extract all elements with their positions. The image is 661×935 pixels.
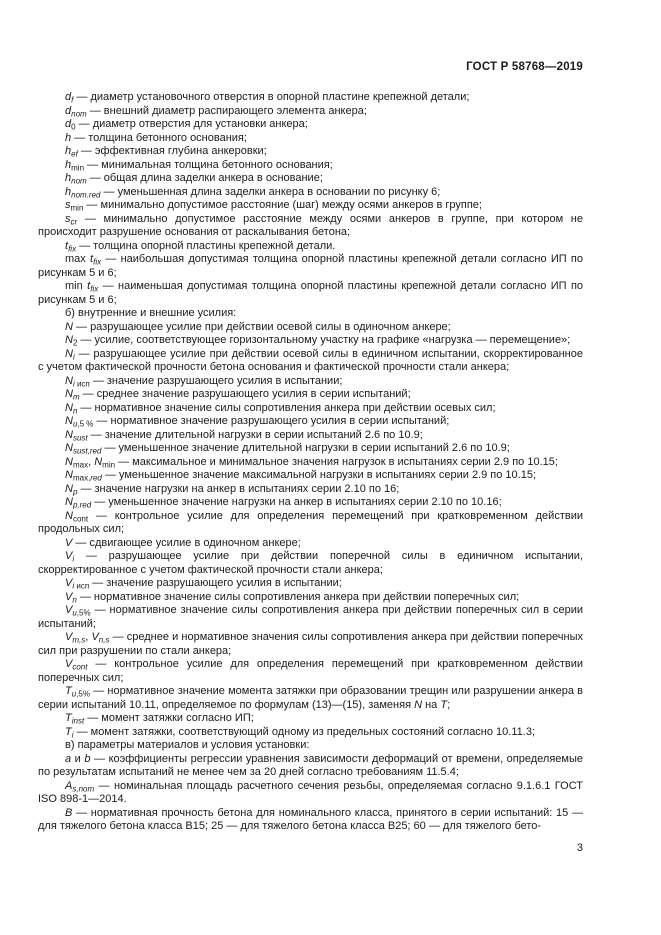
subscript-text: red bbox=[90, 473, 102, 483]
definition-paragraph bbox=[38, 132, 583, 146]
subscript-text: исп bbox=[74, 379, 90, 388]
text-run: — толщина опорной пластины крепежной детали. bbox=[76, 239, 336, 252]
subscript-text: m,s bbox=[72, 635, 86, 645]
subscript-text: u bbox=[71, 689, 77, 699]
subscript-text: i bbox=[72, 581, 75, 591]
subscript-text: ,5% bbox=[76, 689, 90, 699]
subscript-text: s,nom bbox=[72, 784, 95, 793]
text-run: в) параметры материалов и условия установки: bbox=[65, 739, 310, 751]
subscript-text: u bbox=[72, 608, 77, 618]
text-run: V bbox=[65, 631, 73, 643]
text-run: min bbox=[65, 280, 88, 292]
text-run: — диаметр отверстия для установки анкера; bbox=[75, 118, 308, 130]
page-number: 3 bbox=[576, 842, 583, 854]
definition-paragraph bbox=[38, 334, 583, 348]
text-run: — уменьшенная длина заделки анкера в основании по рисунку 6; bbox=[100, 185, 441, 198]
subscript-text: исп bbox=[74, 581, 90, 591]
text-run: T bbox=[65, 685, 72, 697]
text-run: — уменьшенное значение нагрузки на анкер в испытаниях серии 2.10 по 10.16; bbox=[91, 496, 502, 508]
text-run: N bbox=[65, 496, 73, 508]
subscript-text: 2 bbox=[72, 338, 78, 348]
text-run: N bbox=[65, 428, 73, 441]
definition-paragraph bbox=[38, 388, 583, 402]
text-run: b bbox=[84, 752, 91, 765]
text-run: V bbox=[91, 631, 99, 643]
text-run: V bbox=[65, 536, 73, 549]
definition-paragraph bbox=[38, 483, 583, 497]
text-run: — диаметр установочного отверстия в опорной пластине крепежной детали; bbox=[73, 91, 470, 103]
definition-paragraph bbox=[38, 321, 583, 335]
definition-paragraph bbox=[38, 253, 583, 280]
text-run: d bbox=[65, 104, 72, 117]
subscript-text: max, bbox=[72, 473, 91, 483]
text-run: N bbox=[65, 442, 73, 454]
text-run: — эффективная глубина анкеровки; bbox=[77, 145, 267, 157]
text-run: — нормативное значение силы сопротивления анкера при действии поперечных сил в серии испытаний; bbox=[38, 604, 583, 630]
subscript-text: p,red bbox=[72, 500, 92, 510]
definition-paragraph bbox=[38, 456, 583, 470]
text-run: V bbox=[65, 604, 73, 616]
definition-paragraph bbox=[38, 726, 583, 740]
text-run: — значение разрушающего усилия в испытании; bbox=[89, 374, 343, 387]
text-run: — нормативная прочность бетона для номинального класса, принятого в серии испытаний: 15 — для тяжелого бетона класса В15; 25 — для тяжелого бетона класса В25; 60 — для тяжелого бето- bbox=[38, 806, 583, 832]
definition-paragraph bbox=[38, 91, 583, 105]
text-run: V bbox=[65, 550, 73, 562]
text-run: — контрольное усилие для определения перемещений при кратковременном действии продольных сил; bbox=[38, 509, 583, 535]
text-run: — общая длина заделки анкера в основание; bbox=[86, 172, 323, 184]
text-run: N bbox=[65, 334, 73, 346]
definition-paragraph bbox=[38, 348, 583, 375]
text-run: — нормативное значение силы сопротивления анкера при действии поперечных сил; bbox=[76, 590, 520, 603]
subscript-text: u bbox=[72, 419, 78, 429]
text-run: T bbox=[440, 698, 448, 711]
text-run: N bbox=[65, 482, 73, 495]
text-run: h bbox=[65, 145, 72, 157]
subscript-text: i bbox=[72, 379, 75, 388]
definition-paragraph bbox=[38, 186, 583, 200]
text-run: A bbox=[65, 779, 73, 792]
subscript-text: cont bbox=[72, 662, 88, 672]
definition-paragraph bbox=[38, 577, 583, 591]
definition-paragraph bbox=[38, 429, 583, 443]
subscript-text: cr bbox=[70, 217, 78, 226]
subscript-text: inst bbox=[71, 716, 85, 726]
text-run: t bbox=[87, 280, 91, 292]
subscript-text: n bbox=[72, 406, 78, 415]
text-run: — среднее и нормативное значения силы сопротивления анкера при действии поперечных сил при разрушении по стали анкера; bbox=[38, 631, 583, 657]
text-run: — значение длительной нагрузки в серии испытаний 2.6 по 10.9; bbox=[87, 428, 423, 441]
text-run: s bbox=[65, 199, 71, 211]
text-run: h bbox=[65, 158, 72, 171]
definition-paragraph bbox=[38, 402, 583, 416]
text-run: N bbox=[414, 698, 423, 711]
definition-paragraph bbox=[38, 105, 583, 119]
text-run: N bbox=[65, 415, 73, 427]
definition-paragraph bbox=[38, 496, 583, 510]
text-run: V bbox=[65, 658, 73, 670]
text-run: max bbox=[65, 253, 91, 265]
text-run: h bbox=[65, 131, 72, 144]
text-run: h bbox=[65, 172, 72, 184]
subscript-text: min bbox=[102, 460, 116, 469]
definition-paragraph bbox=[38, 118, 583, 132]
subscript-text: n bbox=[72, 595, 77, 604]
text-run: N bbox=[65, 401, 73, 414]
definition-paragraph bbox=[38, 780, 583, 807]
definition-paragraph bbox=[38, 213, 583, 240]
definition-paragraph bbox=[38, 604, 583, 631]
text-run: на bbox=[422, 698, 441, 711]
definition-paragraph bbox=[38, 631, 583, 658]
subscript-text: ef bbox=[71, 149, 78, 159]
text-run: — нормативное значение разрушающего усилия в серии испытаний; bbox=[93, 415, 450, 427]
text-run: h bbox=[65, 185, 72, 198]
text-run: В bbox=[65, 806, 73, 819]
subscript-text: fix bbox=[90, 284, 99, 294]
definition-paragraph bbox=[38, 240, 583, 254]
text-run: N bbox=[65, 320, 73, 333]
definition-paragraph bbox=[38, 658, 583, 685]
definition-paragraph bbox=[38, 712, 583, 726]
definition-paragraph bbox=[38, 375, 583, 389]
text-run: N bbox=[65, 347, 73, 360]
text-run: N bbox=[65, 455, 73, 468]
text-run: N bbox=[94, 455, 103, 468]
text-run: и bbox=[71, 752, 85, 765]
text-run: ; bbox=[447, 698, 451, 711]
subscript-text: nom bbox=[71, 109, 87, 118]
definition-paragraph bbox=[38, 591, 583, 605]
definition-paragraph bbox=[38, 550, 583, 577]
definition-paragraph bbox=[38, 442, 583, 456]
subscript-text: i bbox=[71, 730, 74, 739]
subscript-text: p bbox=[72, 487, 78, 496]
subscript-text: cont bbox=[72, 514, 89, 523]
text-run: N bbox=[65, 388, 73, 400]
text-run: — минимально допустимое расстояние между осями анкеров в группе, при котором не происходит разрушение основания от раскалывания бетона; bbox=[38, 212, 583, 238]
subscript-text: nom bbox=[71, 176, 87, 186]
text-run: N bbox=[65, 469, 73, 481]
text-run: N bbox=[65, 509, 73, 522]
text-run: — наибольшая допустимая толщина опорной пластины крепежной детали согласно ИП по рисункам 5 и 6; bbox=[38, 253, 583, 279]
text-run: — момент затяжки, соответствующий одному из предельных состояний согласно 10.11.3; bbox=[73, 725, 535, 738]
document-body bbox=[38, 91, 583, 834]
definition-paragraph bbox=[38, 172, 583, 186]
text-run: — нормативное значение силы сопротивления анкера при действии осевых сил; bbox=[77, 401, 496, 414]
text-run: — значение нагрузки на анкер в испытаниях серии 2.10 по 16; bbox=[77, 482, 400, 495]
text-run: — максимальное и минимальное значения нагрузок в испытаниях серии 2.9 по 10.15; bbox=[115, 455, 558, 468]
text-run: V bbox=[65, 590, 73, 603]
subscript-text: max bbox=[72, 460, 89, 469]
text-run: — разрушающее усилие при действии поперечной силы в единичном испытании, скорректированное с учетом фактической прочности стали анкера; bbox=[38, 550, 583, 576]
subscript-text: i bbox=[72, 554, 75, 564]
subscript-text: fix bbox=[93, 257, 102, 267]
definition-paragraph bbox=[38, 159, 583, 173]
subscript-text: sust,red bbox=[72, 446, 102, 456]
text-run: s bbox=[65, 212, 71, 225]
definition-paragraph bbox=[38, 739, 583, 753]
definition-paragraph bbox=[38, 510, 583, 537]
text-run: — внешний диаметр распирающего элемента анкера; bbox=[86, 104, 367, 117]
subscript-text: ,5% bbox=[76, 608, 91, 618]
definition-paragraph bbox=[38, 199, 583, 213]
text-run: — контрольное усилие для определения перемещений при кратковременном действии поперечных сил; bbox=[38, 658, 583, 684]
text-run: — наименьшая допустимая толщина опорной пластины крепежной детали согласно ИП по рисункам 5 и 6; bbox=[38, 280, 584, 306]
subscript-text: m bbox=[72, 392, 80, 402]
subscript-text: min bbox=[70, 203, 84, 213]
text-run: t bbox=[90, 253, 94, 265]
text-run: б) внутренние и внешние усилия: bbox=[65, 307, 237, 319]
text-run: V bbox=[65, 577, 73, 589]
text-run: T bbox=[65, 725, 72, 738]
definition-paragraph bbox=[38, 753, 583, 780]
text-run: — минимальная толщина бетонного основания; bbox=[84, 158, 333, 171]
subscript-text: min bbox=[71, 163, 85, 172]
definition-paragraph bbox=[38, 685, 583, 712]
text-run: t bbox=[65, 239, 69, 252]
definition-paragraph bbox=[38, 537, 583, 551]
subscript-text: 0 bbox=[71, 122, 76, 132]
definition-paragraph bbox=[38, 280, 583, 307]
text-run: , bbox=[85, 631, 92, 643]
definition-paragraph bbox=[38, 307, 583, 321]
text-run: — усилие, соответствующее горизонтальному участку на графике «нагрузка — перемещение»; bbox=[77, 334, 571, 346]
definition-paragraph bbox=[38, 145, 583, 159]
text-run: — разрушающее усилие при действии осевой силы в единичном испытании, скорректированное с учетом фактической прочности бетона основания и фактической прочности стали анкера; bbox=[38, 347, 583, 373]
document-header-title: ГОСТ Р 58768—2019 bbox=[466, 61, 583, 73]
text-run: — разрушающее усилие при действии осевой силы в одиночном анкере; bbox=[72, 320, 451, 333]
subscript-text: fix bbox=[68, 244, 77, 253]
text-run: — значение разрушающего усилия в испытании; bbox=[89, 577, 342, 589]
text-run: N bbox=[65, 374, 73, 387]
definition-paragraph bbox=[38, 415, 583, 429]
text-run: — толщина бетонного основания; bbox=[71, 131, 247, 144]
text-run: d bbox=[65, 91, 72, 103]
text-run: — уменьшенное значение максимальной нагрузки в испытаниях серии 2.9 по 10.15; bbox=[101, 469, 537, 481]
text-run: — номинальная площадь расчетного сечения резьбы, определяемая согласно 9.1.6.1 ГОСТ ISO 898-1—2014. bbox=[38, 779, 583, 805]
text-run: — уменьшенное значение длительной нагрузки в серии испытаний 2.6 по 10.9; bbox=[101, 442, 510, 454]
definition-paragraph bbox=[38, 807, 583, 834]
text-run: a bbox=[65, 752, 72, 765]
subscript-text: n,s bbox=[98, 635, 110, 645]
text-run: — среднее значение разрушающего усилия в серии испытаний; bbox=[79, 388, 411, 400]
text-run: — момент затяжки согласно ИП; bbox=[84, 712, 254, 724]
text-run: — коэффициенты регрессии уравнения зависимости деформаций от времени, определяемые по результатам испытаний не менее чем за 20 дней согласно требованиям 11.5.4; bbox=[38, 752, 583, 778]
text-run: — минимально допустимое расстояние (шаг) между осями анкеров в группе; bbox=[83, 199, 482, 211]
subscript-text: i bbox=[72, 352, 75, 361]
subscript-text: f bbox=[71, 95, 74, 105]
text-run: T bbox=[65, 712, 72, 724]
text-run: , bbox=[88, 455, 95, 468]
text-run: — сдвигающее усилие в одиночном анкере; bbox=[72, 536, 301, 549]
text-run: d bbox=[65, 118, 72, 130]
text-run: — нормативное значение момента затяжки при образовании трещин или разрушении анкера в серии испытаний 10.11, определяемое по формулам (13)—(15), заменяя bbox=[38, 685, 583, 711]
subscript-text: nom.red bbox=[71, 190, 101, 199]
definition-paragraph bbox=[38, 469, 583, 483]
subscript-text: ,5 % bbox=[77, 419, 94, 429]
subscript-text: sust bbox=[72, 433, 88, 442]
